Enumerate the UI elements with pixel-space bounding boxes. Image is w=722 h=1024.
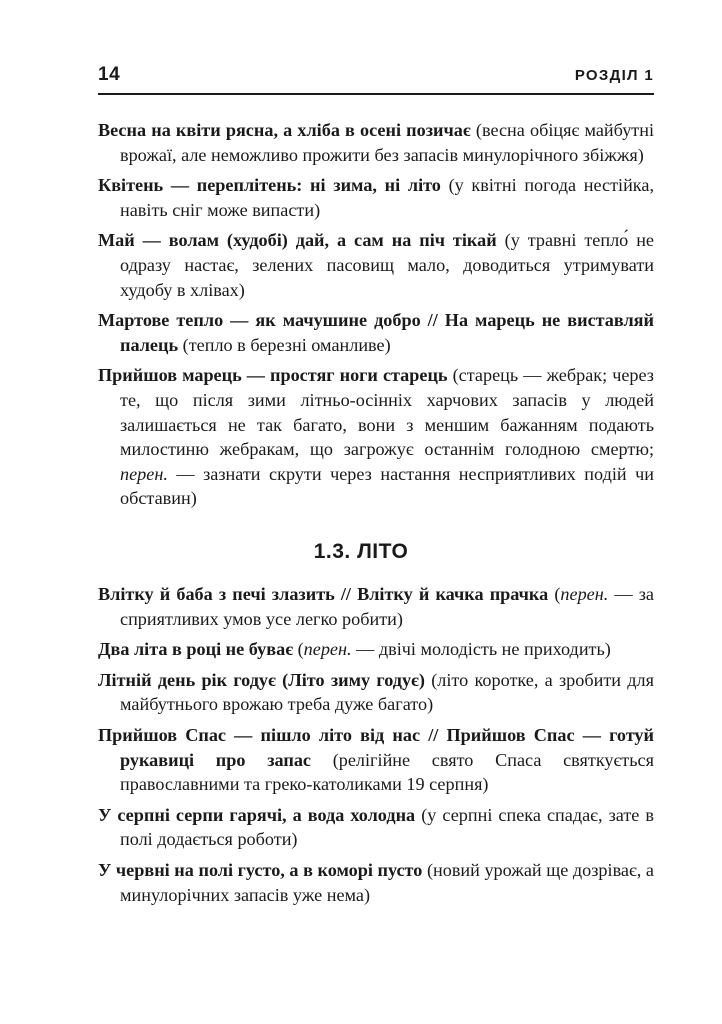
explanation-abbrev: перен.	[303, 639, 352, 660]
proverb-explanation	[298, 639, 611, 659]
proverb-text: Прийшов Спас — пішло літо від нас // Прийшов Спас — готуй рукавиці про запас	[98, 724, 654, 770]
proverb-explanation: (тепло в березні оманливе)	[182, 334, 391, 355]
explanation-text: (	[297, 639, 304, 660]
page-header	[98, 62, 654, 95]
proverb-entry	[98, 668, 654, 717]
spring-proverbs	[98, 118, 654, 517]
proverb-entry	[98, 228, 654, 302]
explanation-text: — за сприятливих умов усе легко робити)	[120, 584, 655, 629]
proverb-explanation: (новий урожай ще дозріває, а минулорічних запасів уже нема)	[120, 859, 654, 905]
explanation-text: (старець — жебрак; через те, що після зими літньо-осінніх харчових запасів у людей залишається не так багато, вони з меншим бажанням подають милостиню жебракам, що загрожує останнім голодною смертю;	[120, 365, 654, 460]
proverb-entry	[98, 173, 654, 222]
proverb-text: Влітку й баба з печі злазить // Влітку й качка прачка	[98, 584, 549, 604]
explanation-text: — зазнати скрути через настання несприятливих подій чи обставин)	[120, 463, 654, 509]
proverb-explanation: (у квітні погода нестійка, навіть сніг може випасти)	[120, 175, 654, 220]
page-number: 14	[98, 64, 121, 85]
section-title: 1.3. ЛІТО	[313, 540, 409, 563]
proverb-text: У червні на полі густо, а в коморі пусто	[98, 859, 423, 880]
explanation-abbrev: перен.	[120, 463, 168, 484]
proverb-explanation: (у серпні спека спадає, зате в полі додається роботи)	[120, 804, 655, 850]
proverb-text: Май — волам (худобі) дай, а сам на піч тікай	[98, 230, 497, 251]
proverb-explanation: (у травні тепло́ не одразу настає, зелених пасовищ мало, доводиться утримувати худобу в хлівах)	[120, 230, 655, 300]
proverb-entry	[98, 723, 654, 797]
proverb-explanation: (літо коротке, а зробити для майбутнього врожаю треба дуже багато)	[120, 669, 655, 715]
proverb-entry	[98, 858, 654, 907]
proverb-explanation	[120, 365, 654, 508]
proverb-text: Два літа в році не буває	[98, 639, 294, 660]
explanation-text: (	[554, 584, 561, 604]
summer-proverbs	[98, 582, 654, 913]
explanation-text: — двічі молодість не приходить)	[356, 639, 611, 660]
proverb-text: Літній день рік годує (Літо зиму годує)	[98, 669, 425, 690]
proverb-text: Весна на квіти рясна, а хліба в осені позичає	[98, 120, 471, 140]
proverb-entry	[98, 308, 654, 357]
proverb-entry	[98, 582, 654, 631]
proverb-explanation: (релігійне свято Спаса святкується православними та греко-католиками 19 серпня)	[120, 749, 654, 795]
explanation-abbrev: перен.	[560, 584, 609, 604]
proverb-text: Прийшов марець — простяг ноги старець	[98, 365, 448, 386]
proverb-text: Квітень — переплітень: ні зима, ні літо	[98, 175, 441, 196]
chapter-title: РОЗДІЛ 1	[574, 67, 654, 84]
proverb-entry	[98, 363, 654, 511]
proverb-text: Мартове тепло — як мачушине добро // На марець не виставляй палець	[98, 310, 654, 355]
proverb-entry	[98, 637, 654, 662]
proverb-text: У серпні серпи гарячі, а вода холодна	[98, 804, 416, 825]
proverb-entry	[98, 118, 654, 167]
proverb-entry	[98, 803, 654, 852]
proverb-explanation: (весна обіцяє майбутні врожаї, але неможливо прожити без запасів минулорічного збіжжя)	[120, 120, 655, 165]
